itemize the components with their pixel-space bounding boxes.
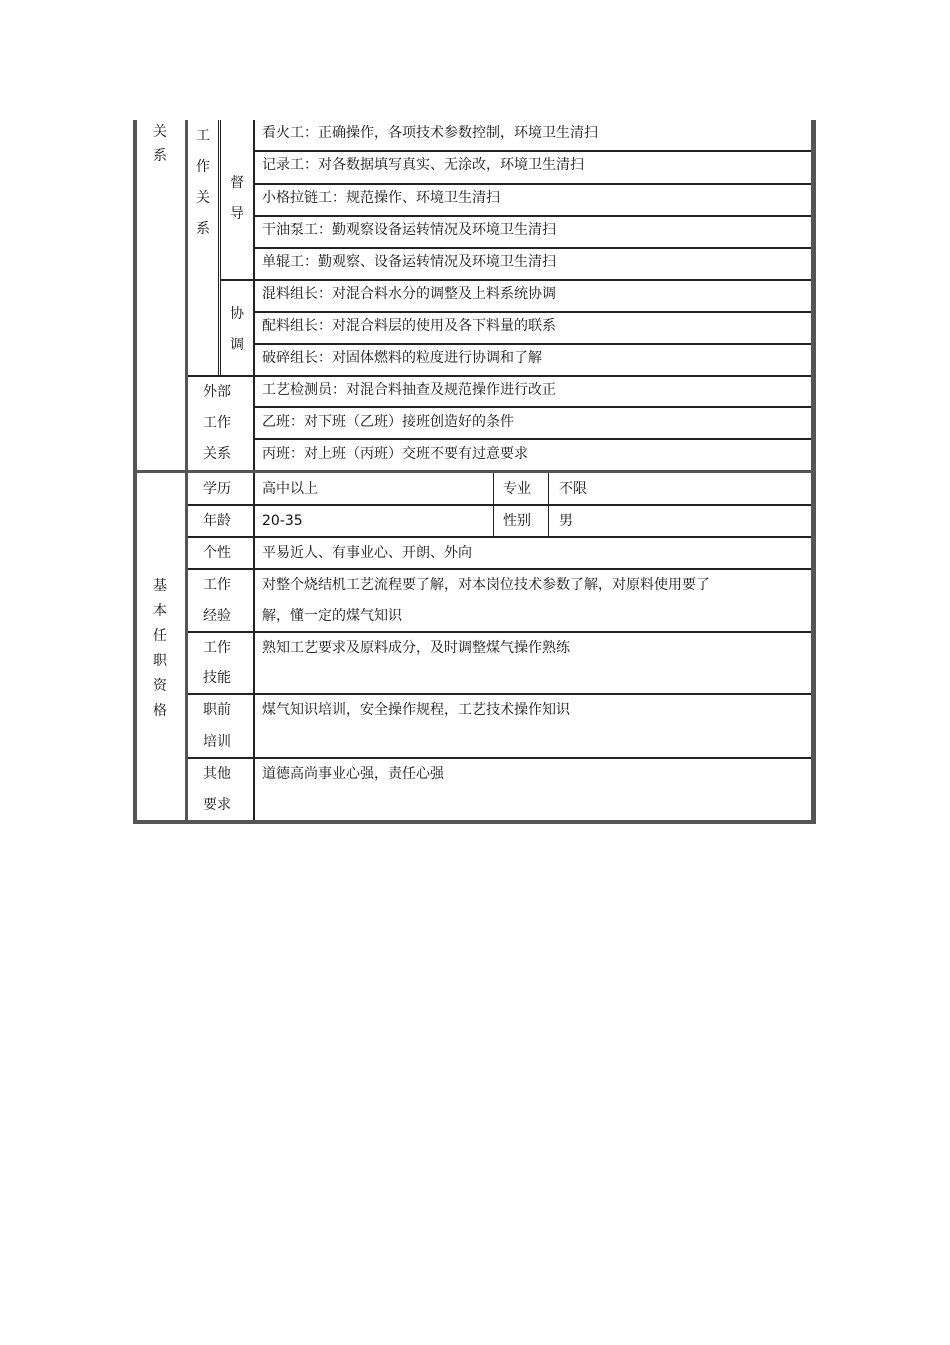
education-value: 高中以上	[262, 481, 318, 497]
personality-label: 个性	[203, 545, 231, 561]
label-char: 本	[153, 603, 167, 619]
major-label: 专业	[503, 481, 531, 497]
experience-label-line: 经验	[203, 608, 231, 624]
grid-line	[255, 150, 811, 152]
grid-line	[220, 279, 811, 281]
supervise-item: 小格拉链工：规范操作、环境卫生清扫	[262, 190, 500, 206]
label-char: 导	[230, 206, 244, 222]
other-label-line: 其他	[203, 766, 231, 782]
other-label-line: 要求	[203, 797, 231, 813]
experience-value-line: 对整个烧结机工艺流程要了解，对本岗位技术参数了解，对原料使用要了	[262, 577, 710, 593]
grid-line	[188, 568, 811, 570]
label-char: 系	[196, 221, 210, 237]
grid-line	[255, 406, 811, 408]
supervise-item: 单辊工：勤观察、设备运转情况及环境卫生清扫	[262, 254, 556, 270]
supervise-item: 看火工：正确操作，各项技术参数控制，环境卫生清扫	[262, 125, 598, 141]
label-char: 作	[196, 159, 210, 175]
coordinate-item: 配料组长：对混合料层的使用及各下料量的联系	[262, 318, 556, 334]
grid-line	[255, 183, 811, 185]
grid-line	[188, 375, 811, 377]
external-relations-label-line: 外部	[203, 384, 231, 400]
education-label: 学历	[203, 481, 231, 497]
external-item: 工艺检测员：对混合料抽查及规范操作进行改正	[262, 382, 556, 398]
label-char: 职	[153, 653, 167, 669]
gender-label: 性别	[503, 513, 531, 529]
grid-line	[188, 504, 811, 506]
job-description-table	[133, 120, 816, 824]
training-value: 煤气知识培训，安全操作规程，工艺技术操作知识	[262, 702, 570, 718]
external-relations-label-line: 工作	[203, 415, 231, 431]
label-char: 关	[196, 190, 210, 206]
supervise-label	[221, 172, 253, 234]
grid-line	[253, 473, 255, 820]
qualification-section-label	[145, 574, 175, 724]
label-char: 任	[153, 628, 167, 644]
experience-label-line: 工作	[203, 577, 231, 593]
grid-line	[255, 311, 811, 313]
internal-relations-label	[188, 125, 218, 249]
label-char: 格	[153, 703, 167, 719]
supervise-item: 记录工：对各数据填写真实、无涂改，环境卫生清扫	[262, 157, 584, 173]
experience-value-line: 解，懂一定的煤气知识	[262, 608, 402, 624]
training-label-line: 培训	[203, 734, 231, 750]
label-char: 资	[153, 678, 167, 694]
label-char: 关	[153, 124, 167, 140]
grid-line	[255, 215, 811, 217]
label-char: 工	[196, 128, 210, 144]
external-relations-label-line: 关系	[203, 446, 231, 462]
skills-value: 熟知工艺要求及原料成分，及时调整煤气操作熟练	[262, 640, 570, 656]
grid-line	[253, 120, 255, 470]
label-char: 系	[153, 148, 167, 164]
other-value: 道德高尚事业心强，责任心强	[262, 766, 444, 782]
grid-line	[255, 247, 811, 249]
grid-line	[188, 693, 811, 695]
label-char: 协	[230, 306, 244, 322]
relations-section-label	[145, 120, 175, 168]
label-char: 督	[230, 175, 244, 191]
outer-bottom-border	[133, 820, 816, 824]
external-item: 乙班：对下班（乙班）接班创造好的条件	[262, 414, 514, 430]
skills-label-line: 技能	[203, 670, 231, 686]
grid-line	[188, 631, 811, 633]
grid-line	[255, 343, 811, 345]
coordinate-item: 破碎组长：对固体燃料的粒度进行协调和了解	[262, 350, 542, 366]
personality-value: 平易近人、有事业心、开朗、外向	[262, 545, 472, 561]
gender-value: 男	[559, 513, 573, 529]
major-value: 不限	[559, 481, 587, 497]
label-char: 调	[230, 337, 244, 353]
grid-line	[255, 438, 811, 440]
external-item: 丙班：对上班（丙班）交班不要有过意要求	[262, 446, 528, 462]
training-label-line: 职前	[203, 702, 231, 718]
coordinate-label	[221, 303, 253, 365]
section-separator	[133, 470, 816, 473]
grid-line	[188, 536, 811, 538]
grid-line	[188, 757, 811, 759]
coordinate-item: 混料组长：对混合料水分的调整及上料系统协调	[262, 286, 556, 302]
age-value: 20-35	[262, 513, 303, 529]
age-label: 年龄	[203, 513, 231, 529]
supervise-item: 干油泵工：勤观察设备运转情况及环境卫生清扫	[262, 222, 556, 238]
label-char: 基	[153, 578, 167, 594]
skills-label-line: 工作	[203, 640, 231, 656]
grid-line	[218, 120, 219, 376]
